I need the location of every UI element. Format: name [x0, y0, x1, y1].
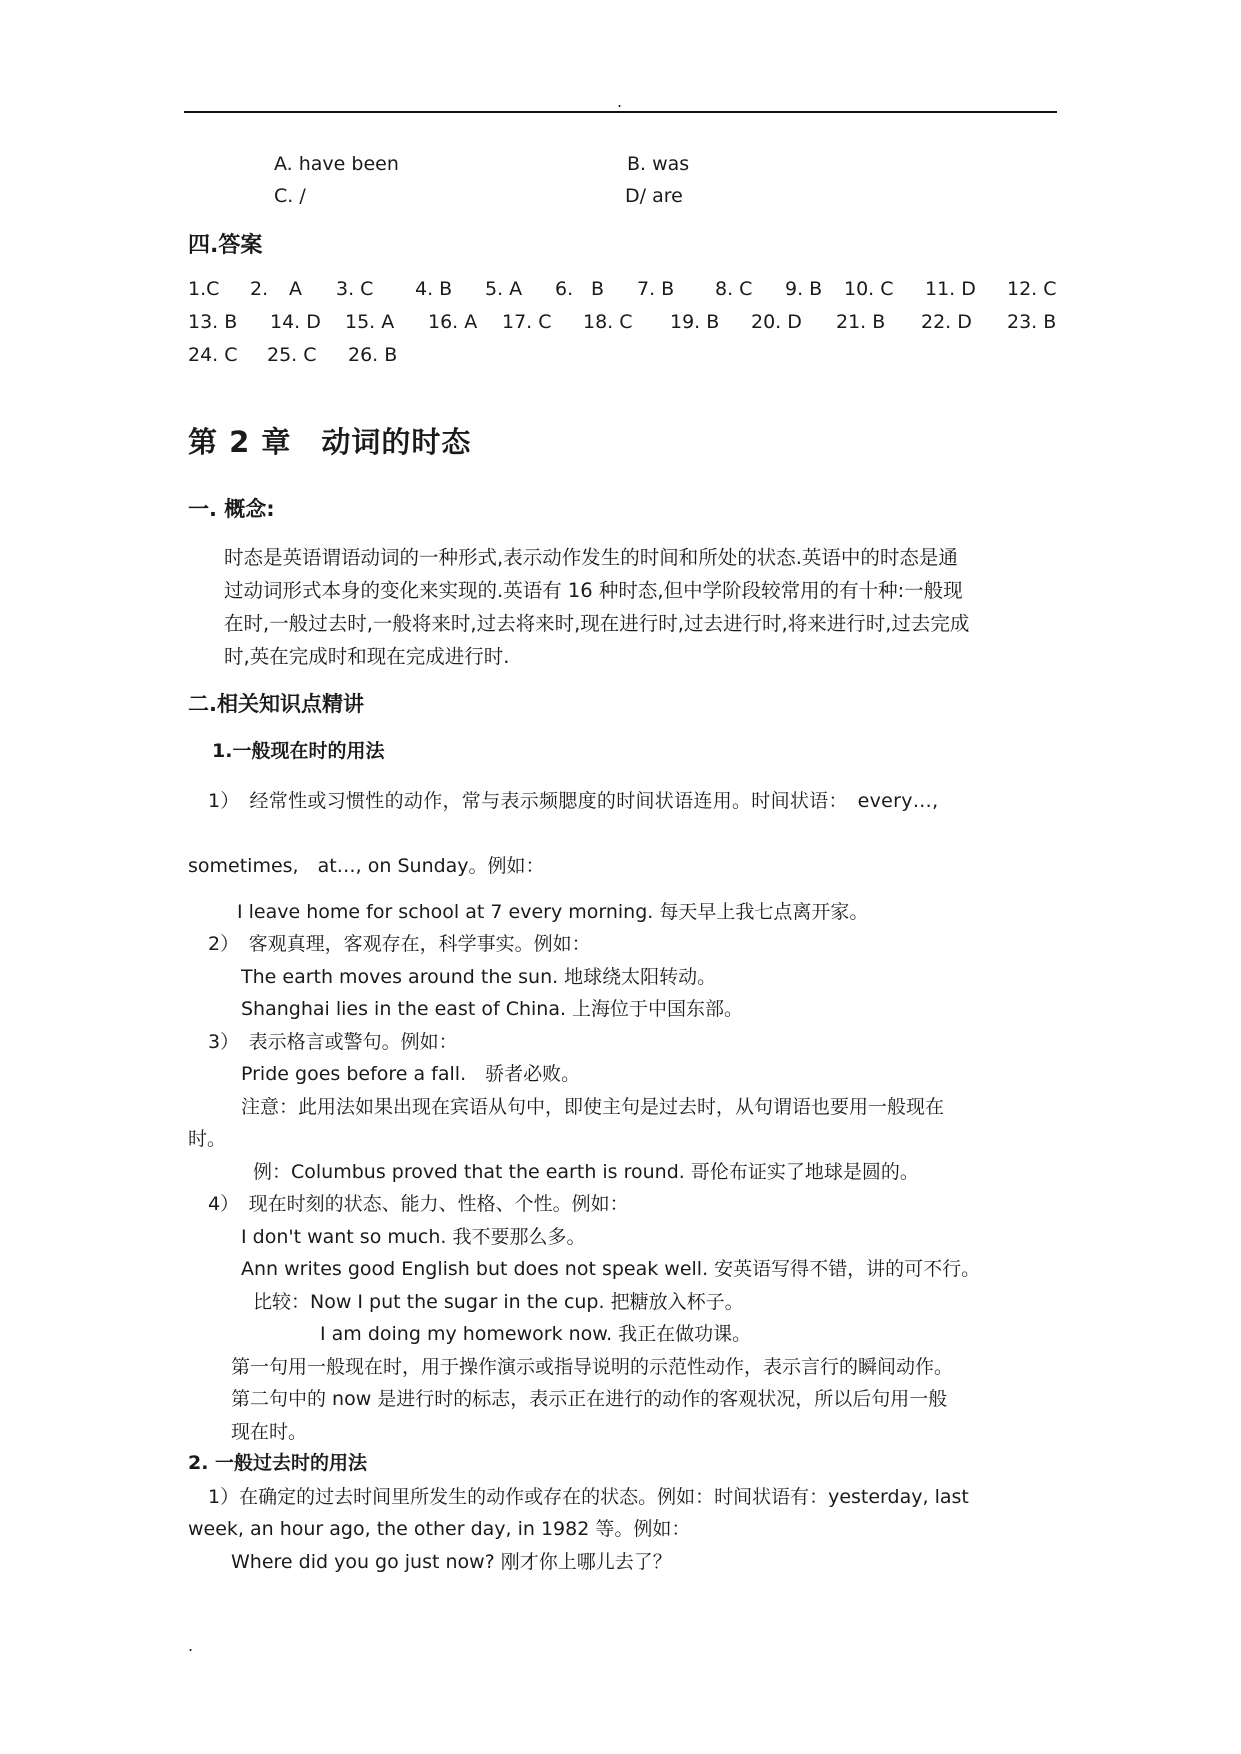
answer-item: 22. D	[921, 311, 972, 333]
simple-past-heading: 2. 一般过去时的用法	[188, 1452, 368, 1474]
simple-present-example: Shanghai lies in the east of China. 上海位于中国东部。	[241, 998, 744, 1020]
simple-past-rule-1-cont: week, an hour ago, the other day, in 1982 等。例如：	[188, 1518, 691, 1540]
simple-present-explanation: 第二句中的 now 是进行时的标志，表示正在进行的动作的客观状况，所以后句用一般	[231, 1388, 948, 1410]
simple-present-note-example: 例：Columbus proved that the earth is round. 哥伦布证实了地球是圆的。	[253, 1161, 919, 1183]
answer-item: 25. C	[267, 344, 317, 366]
answer-item: A	[289, 278, 302, 300]
concept-line: 过动词形式本身的变化来实现的.英语有 16 种时态,但中学阶段较常用的有十种:一般现	[224, 579, 963, 602]
header-dot: .	[617, 92, 623, 111]
answer-item: 8. C	[715, 278, 753, 300]
footer-dot: .	[188, 1636, 194, 1655]
answer-item: 13. B	[188, 311, 238, 333]
answer-item: 2.	[250, 278, 269, 300]
simple-present-compare: 比较：Now I put the sugar in the cup. 把糖放入杯子。	[253, 1291, 744, 1313]
simple-present-example: Ann writes good English but does not speak well. 安英语写得不错，讲的可不行。	[241, 1258, 981, 1280]
answers-heading: 四.答案	[188, 233, 263, 258]
option-d: D/ are	[625, 185, 683, 207]
answer-item: 4. B	[415, 278, 453, 300]
concept-heading: 一. 概念:	[188, 497, 275, 521]
simple-past-rule-1: 1）在确定的过去时间里所发生的动作或存在的状态。例如：时间状语有：yesterday, last	[208, 1486, 969, 1508]
answer-item: 15. A	[345, 311, 395, 333]
simple-present-example: I don't want so much. 我不要那么多。	[241, 1226, 586, 1248]
concept-paragraph	[224, 541, 1056, 673]
answer-item: 21. B	[836, 311, 886, 333]
answer-item: 24. C	[188, 344, 238, 366]
option-a: A. have been	[274, 153, 399, 175]
simple-present-explanation: 第一句用一般现在时，用于操作演示或指导说明的示范性动作，表示言行的瞬间动作。	[231, 1356, 954, 1378]
simple-past-example: Where did you go just now? 刚才你上哪儿去了？	[231, 1551, 672, 1573]
answer-item: 20. D	[751, 311, 802, 333]
simple-present-note-cont: 时。	[188, 1128, 227, 1150]
answer-item: 5. A	[485, 278, 523, 300]
chapter-title: 第 2 章 动词的时态	[188, 425, 472, 459]
answer-item: 1.C	[188, 278, 220, 300]
knowledge-heading: 二.相关知识点精讲	[188, 692, 364, 716]
option-c: C. /	[274, 185, 306, 207]
concept-line: 时,英在完成时和现在完成进行时.	[224, 645, 510, 668]
answer-item: 11. D	[925, 278, 976, 300]
simple-present-explanation: 现在时。	[231, 1421, 308, 1443]
simple-present-example: The earth moves around the sun. 地球绕太阳转动。	[241, 966, 717, 988]
answer-item: 14. D	[270, 311, 321, 333]
header-rule	[184, 111, 1057, 113]
answer-item: 3. C	[336, 278, 374, 300]
simple-present-compare: I am doing my homework now. 我正在做功课。	[320, 1323, 752, 1345]
answer-item: 17. C	[502, 311, 552, 333]
answer-item: 7. B	[637, 278, 675, 300]
simple-present-rule-2: 2） 客观真理，客观存在，科学事实。例如：	[208, 933, 591, 955]
simple-present-example: Pride goes before a fall. 骄者必败。	[241, 1063, 581, 1085]
concept-line: 在时,一般过去时,一般将来时,过去将来时,现在进行时,过去进行时,将来进行时,过去完成	[224, 612, 970, 635]
answer-item: 23. B	[1007, 311, 1057, 333]
answer-item: 19. B	[670, 311, 720, 333]
simple-present-rule-1: 1） 经常性或习惯性的动作，常与表示频腮度的时间状语连用。时间状语： every…,	[208, 790, 939, 812]
answer-item: 26. B	[348, 344, 398, 366]
answer-item: 9. B	[785, 278, 823, 300]
simple-present-heading: 1.一般现在时的用法	[212, 740, 385, 762]
simple-present-rule-3: 3） 表示格言或警句。例如：	[208, 1031, 458, 1053]
simple-present-rule-1-cont: sometimes, at…, on Sunday。例如：	[188, 855, 545, 877]
simple-present-rule-4: 4） 现在时刻的状态、能力、性格、个性。例如：	[208, 1193, 629, 1215]
answer-item: B	[591, 278, 605, 300]
answer-item: 18. C	[583, 311, 633, 333]
simple-present-note: 注意：此用法如果出现在宾语从句中，即使主句是过去时，从句谓语也要用一般现在	[241, 1096, 945, 1118]
concept-line: 时态是英语谓语动词的一种形式,表示动作发生的时间和所处的状态.英语中的时态是通	[224, 546, 958, 569]
answer-item: 10. C	[844, 278, 894, 300]
answer-item: 12. C	[1007, 278, 1057, 300]
answer-item: 6.	[555, 278, 574, 300]
simple-present-example: I leave home for school at 7 every morning. 每天早上我七点离开家。	[237, 901, 869, 923]
option-b: B. was	[627, 153, 690, 175]
answer-item: 16. A	[428, 311, 478, 333]
